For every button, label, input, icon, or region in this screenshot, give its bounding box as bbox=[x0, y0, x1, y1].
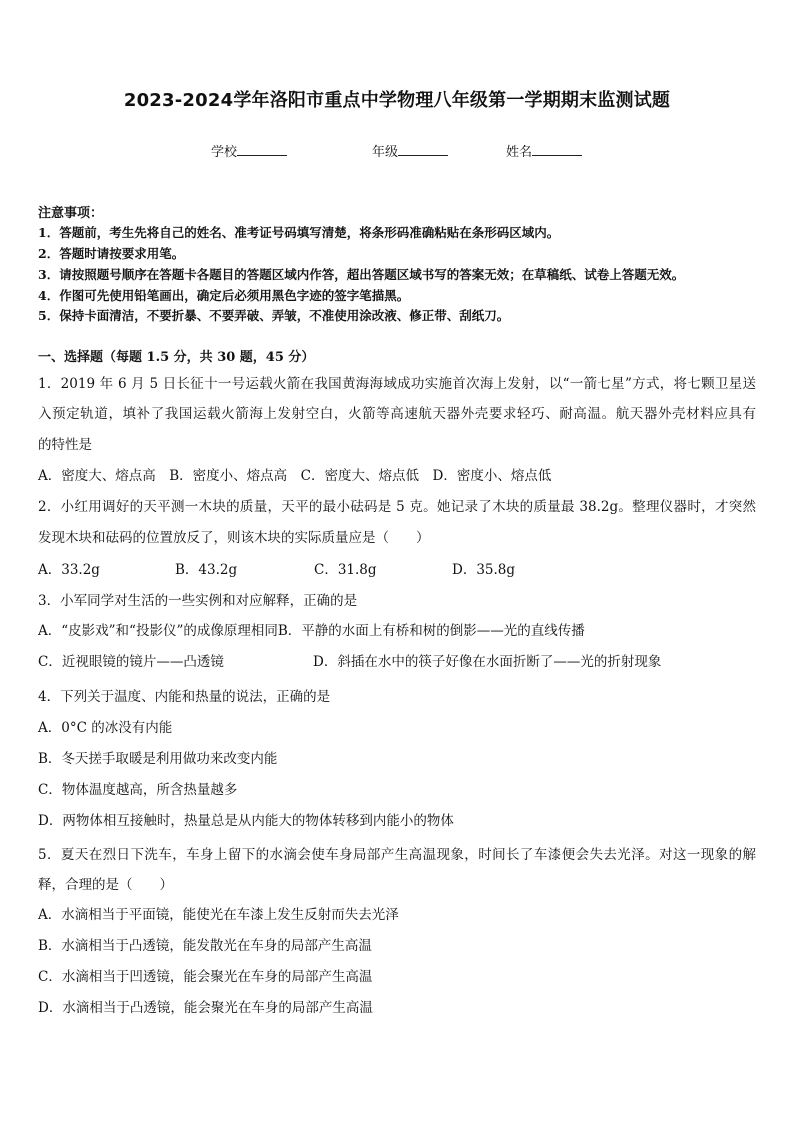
q5-option-c: C．水滴相当于凹透镜，能会聚光在车身的局部产生高温 bbox=[38, 969, 373, 985]
q3-option-c: C．近视眼镜的镜片——凸透镜 bbox=[38, 654, 224, 670]
exam-title: 2023-2024学年洛阳市重点中学物理八年级第一学期期末监测试题 bbox=[123, 90, 671, 111]
name-field bbox=[506, 141, 582, 160]
note-item: 1．答题前，考生先将自己的姓名、准考证号码填写清楚，将条形码准确粘贴在条形码区域内。 bbox=[38, 225, 560, 240]
notes-heading: 注意事项： bbox=[38, 206, 104, 221]
q1-options: A．密度大、熔点高 B．密度小、熔点高 C．密度大、熔点低 D．密度小、熔点低 bbox=[38, 468, 552, 484]
q2-stem-line1: 2．小红用调好的天平测一木块的质量，天平的最小砝码是 5 克。她记录了木块的质量最 38.2g。整理仪器时，才突然 bbox=[38, 499, 756, 515]
q3-option-ab: A．“皮影戏”和“投影仪”的成像原理相同B．平静的水面上有桥和树的倒影——光的直线传播 bbox=[38, 623, 585, 639]
school-field bbox=[211, 141, 287, 160]
q5-stem-line2: 释，合理的是（ ） bbox=[38, 877, 173, 893]
q2-option-a: A．33.2g bbox=[38, 562, 100, 578]
q4-option-c: C．物体温度越高，所含热量越多 bbox=[38, 782, 238, 798]
q3-option-d: D．斜插在水中的筷子好像在水面折断了——光的折射现象 bbox=[313, 654, 662, 670]
q5-option-a: A．水滴相当于平面镜，能使光在车漆上发生反射而失去光泽 bbox=[38, 907, 399, 923]
q2-stem-line2: 发现木块和砝码的位置放反了，则该木块的实际质量应是（ ） bbox=[38, 530, 430, 546]
note-item: 2．答题时请按要求用笔。 bbox=[38, 246, 185, 261]
q4-option-d: D．两物体相互接触时，热量总是从内能大的物体转移到内能小的物体 bbox=[38, 813, 454, 829]
q4-stem: 4．下列关于温度、内能和热量的说法，正确的是 bbox=[38, 689, 331, 705]
q3-stem: 3．小军同学对生活的一些实例和对应解释，正确的是 bbox=[38, 593, 358, 609]
section-heading: 一、选择题（每题 1.5 分，共 30 题，45 分） bbox=[38, 350, 315, 365]
name-blank bbox=[532, 141, 582, 156]
school-blank bbox=[237, 141, 287, 156]
note-item: 4．作图可先使用铅笔画出，确定后必须用黑色字迹的签字笔描黑。 bbox=[38, 288, 410, 303]
q1-stem-line1: 1．2019 年 6 月 5 日长征十一号运载火箭在我国黄海海域成功实施首次海上发射，以“一箭七星”方式，将七颗卫星送 bbox=[38, 376, 756, 392]
q1-stem-line2: 入预定轨道，填补了我国运载火箭海上发射空白，火箭等高速航天器外壳要求轻巧、耐高温。航天器外壳材料应具有 bbox=[38, 406, 756, 422]
note-item: 3．请按照题号顺序在答题卡各题目的答题区域内作答，超出答题区域书写的答案无效；在草稿纸、试卷上答题无效。 bbox=[38, 267, 685, 282]
q5-option-d: D．水滴相当于凸透镜，能会聚光在车身的局部产生高温 bbox=[38, 1000, 373, 1016]
name-label: 姓名 bbox=[506, 145, 533, 160]
grade-field bbox=[372, 141, 448, 160]
q1-stem-line3: 的特性是 bbox=[38, 437, 92, 453]
q5-stem-line1: 5．夏天在烈日下洗车，车身上留下的水滴会使车身局部产生高温现象，时间长了车漆便会失去光泽。对这一现象的解 bbox=[38, 847, 756, 863]
note-item: 5．保持卡面清洁，不要折暴、不要弄破、弄皱，不准使用涂改液、修正带、刮纸刀。 bbox=[38, 308, 510, 323]
grade-label: 年级 bbox=[372, 145, 399, 160]
q2-option-d: D．35.8g bbox=[452, 562, 516, 578]
grade-blank bbox=[398, 141, 448, 156]
q4-option-a: A．0°C 的冰没有内能 bbox=[38, 720, 173, 736]
q4-option-b: B．冬天搓手取暖是利用做功来改变内能 bbox=[38, 751, 278, 767]
q2-option-b: B．43.2g bbox=[175, 562, 238, 578]
q2-option-c: C．31.8g bbox=[314, 562, 377, 578]
school-label: 学校 bbox=[211, 145, 238, 160]
q5-option-b: B．水滴相当于凸透镜，能发散光在车身的局部产生高温 bbox=[38, 938, 372, 954]
